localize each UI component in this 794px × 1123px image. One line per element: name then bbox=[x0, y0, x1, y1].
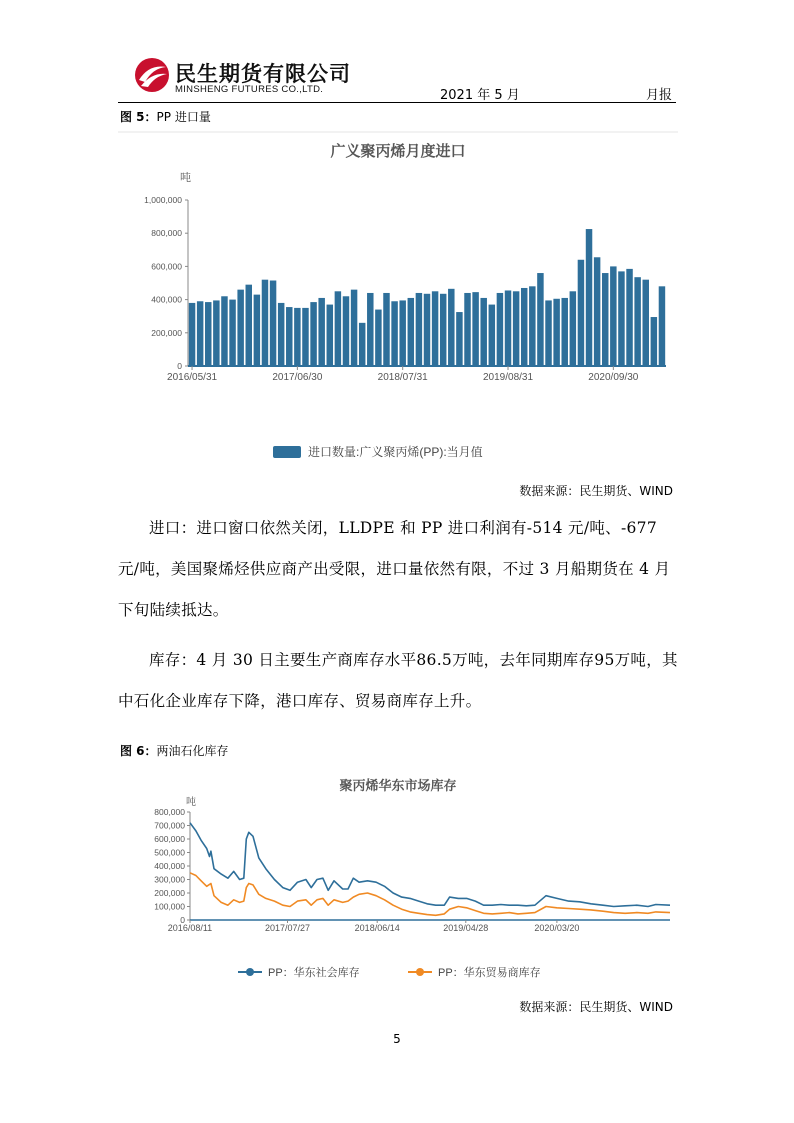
x-tick-label: 2019/08/31 bbox=[482, 372, 534, 383]
y-tick-label: 400,000 bbox=[151, 294, 182, 305]
bar-mark bbox=[351, 290, 357, 366]
y-tick-label: 300,000 bbox=[154, 874, 185, 885]
chart-title: 广义聚丙烯月度进口 bbox=[330, 143, 466, 160]
y-axis-unit: 吨 bbox=[180, 172, 191, 184]
import-bar-chart-svg bbox=[118, 130, 678, 475]
bar-mark bbox=[578, 260, 584, 366]
bar-mark bbox=[464, 293, 470, 366]
bar-mark bbox=[270, 281, 276, 366]
bar-mark bbox=[205, 302, 211, 366]
x-tick-label: 2018/06/14 bbox=[354, 923, 400, 933]
bar-mark bbox=[310, 302, 316, 366]
figure6-source: 数据来源：民生期货、WIND bbox=[519, 1000, 673, 1014]
x-tick-label: 2018/07/31 bbox=[377, 372, 428, 383]
bar-mark bbox=[254, 295, 260, 366]
company-logo-icon bbox=[133, 56, 171, 94]
y-tick-label: 0 bbox=[180, 915, 185, 925]
figure6-caption: 两油石化库存 bbox=[156, 744, 229, 758]
figure5-source: 数据来源：民生期货、WIND bbox=[519, 484, 673, 498]
y-tick-label: 500,000 bbox=[154, 847, 185, 858]
bar-mark bbox=[359, 323, 365, 366]
bar-mark bbox=[489, 305, 495, 366]
bar-mark bbox=[302, 308, 308, 366]
x-tick-label: 2019/04/28 bbox=[443, 923, 489, 933]
figure6-title bbox=[120, 742, 229, 759]
bar-mark bbox=[659, 286, 665, 366]
legend-label: PP：华东社会库存 bbox=[268, 967, 360, 979]
inventory-line-chart bbox=[118, 768, 678, 990]
import-bar-chart bbox=[118, 130, 678, 475]
bar-mark bbox=[537, 273, 543, 366]
y-tick-label: 400,000 bbox=[154, 861, 185, 871]
legend-swatch bbox=[273, 446, 301, 458]
company-name-cn: 民生期货有限公司 bbox=[175, 62, 351, 86]
import-paragraph-text: 进口：进口窗口依然关闭，LLDPE 和 PP 进口利润有-514 元/吨、-677 元/吨，美国聚烯烃供应商产出受限，进口量依然有限，不过 3 月船期货在 4 月下旬陆续抵达。 bbox=[118, 519, 671, 619]
y-tick-label: 200,000 bbox=[154, 888, 185, 898]
bar-mark bbox=[651, 317, 657, 366]
bar-mark bbox=[213, 300, 219, 366]
bar-mark bbox=[408, 298, 414, 366]
bar-mark bbox=[618, 271, 624, 366]
bar-mark bbox=[197, 301, 203, 366]
bar-mark bbox=[448, 289, 454, 366]
report-date: 2021 年 5 月 bbox=[440, 88, 520, 103]
bar-mark bbox=[480, 298, 486, 366]
import-paragraph bbox=[118, 508, 678, 631]
y-tick-label: 600,000 bbox=[154, 834, 185, 844]
y-tick-label: 600,000 bbox=[151, 261, 182, 272]
bar-mark bbox=[367, 293, 373, 366]
bar-mark bbox=[634, 277, 640, 366]
bar-mark bbox=[432, 291, 438, 366]
y-tick-label: 100,000 bbox=[154, 901, 185, 912]
x-tick-label: 2017/07/27 bbox=[264, 923, 311, 933]
y-tick-label: 0 bbox=[177, 361, 182, 371]
x-tick-label: 2016/08/11 bbox=[167, 923, 213, 933]
x-tick-label: 2016/05/31 bbox=[167, 372, 218, 383]
bar-mark bbox=[237, 290, 243, 366]
bar-mark bbox=[343, 296, 349, 366]
bar-mark bbox=[497, 293, 503, 366]
bar-mark bbox=[278, 303, 284, 366]
bar-mark bbox=[529, 286, 535, 366]
y-tick-label: 200,000 bbox=[151, 327, 182, 338]
y-axis-unit: 吨 bbox=[186, 797, 196, 808]
y-tick-label: 700,000 bbox=[154, 820, 185, 831]
bar-mark bbox=[229, 300, 235, 366]
x-tick-label: 2020/09/30 bbox=[588, 372, 639, 383]
bar-mark bbox=[570, 291, 576, 366]
bar-mark bbox=[221, 296, 227, 366]
page-number: 5 bbox=[393, 1032, 401, 1046]
figure6-label: 图 6： bbox=[120, 744, 157, 758]
bar-mark bbox=[610, 266, 616, 366]
bar-mark bbox=[456, 312, 462, 366]
chart-title: 聚丙烯华东市场库存 bbox=[339, 778, 457, 793]
bar-mark bbox=[553, 299, 559, 366]
report-type: 月报 bbox=[646, 88, 673, 103]
bar-mark bbox=[545, 300, 551, 366]
bar-mark bbox=[383, 293, 389, 366]
company-logo bbox=[133, 56, 373, 102]
company-name-en: MINSHENG FUTURES CO.,LTD. bbox=[175, 84, 324, 95]
bar-mark bbox=[416, 293, 422, 366]
legend-marker bbox=[416, 968, 424, 976]
bar-mark bbox=[375, 310, 381, 366]
legend-label: PP：华东贸易商库存 bbox=[438, 967, 541, 979]
bar-mark bbox=[424, 294, 430, 366]
bar-mark bbox=[626, 269, 632, 366]
figure5-label: 图 5： bbox=[120, 110, 157, 124]
bar-mark bbox=[335, 291, 341, 366]
figure5-title bbox=[120, 108, 211, 125]
bar-mark bbox=[505, 290, 511, 366]
bar-mark bbox=[294, 308, 300, 366]
bar-mark bbox=[586, 229, 592, 366]
bar-mark bbox=[399, 300, 405, 366]
y-tick-label: 800,000 bbox=[151, 228, 182, 239]
bar-mark bbox=[391, 301, 397, 366]
x-tick-label: 2020/03/20 bbox=[534, 923, 580, 933]
bar-mark bbox=[327, 305, 333, 366]
y-tick-label: 1,000,000 bbox=[144, 195, 182, 205]
series-line-trader-inventory bbox=[190, 873, 670, 916]
series-line-social-inventory bbox=[190, 823, 670, 907]
bar-mark bbox=[472, 292, 478, 366]
legend-label: 进口数量:广义聚丙烯(PP):当月值 bbox=[308, 445, 483, 459]
x-tick-label: 2017/06/30 bbox=[272, 372, 323, 383]
y-tick-label: 800,000 bbox=[154, 807, 185, 817]
inventory-paragraph bbox=[118, 640, 678, 722]
bar-mark bbox=[262, 280, 268, 366]
bar-mark bbox=[561, 298, 567, 366]
bar-mark bbox=[602, 273, 608, 366]
bar-mark bbox=[440, 294, 446, 366]
bar-mark bbox=[286, 307, 292, 366]
bar-mark bbox=[594, 257, 600, 366]
bar-mark bbox=[513, 291, 519, 366]
figure5-caption: PP 进口量 bbox=[156, 110, 211, 124]
inventory-paragraph-text: 库存：4 月 30 日主要生产商库存水平86.5万吨，去年同期库存95万吨，其中石化企业库存下降，港口库存、贸易商库存上升。 bbox=[118, 651, 678, 710]
bar-mark bbox=[246, 285, 252, 366]
bar-mark bbox=[643, 280, 649, 366]
bar-mark bbox=[521, 288, 527, 366]
bar-mark bbox=[189, 303, 195, 366]
bar-mark bbox=[318, 298, 324, 366]
inventory-line-chart-svg bbox=[118, 768, 678, 990]
header-divider bbox=[118, 102, 676, 103]
legend-marker bbox=[246, 968, 254, 976]
